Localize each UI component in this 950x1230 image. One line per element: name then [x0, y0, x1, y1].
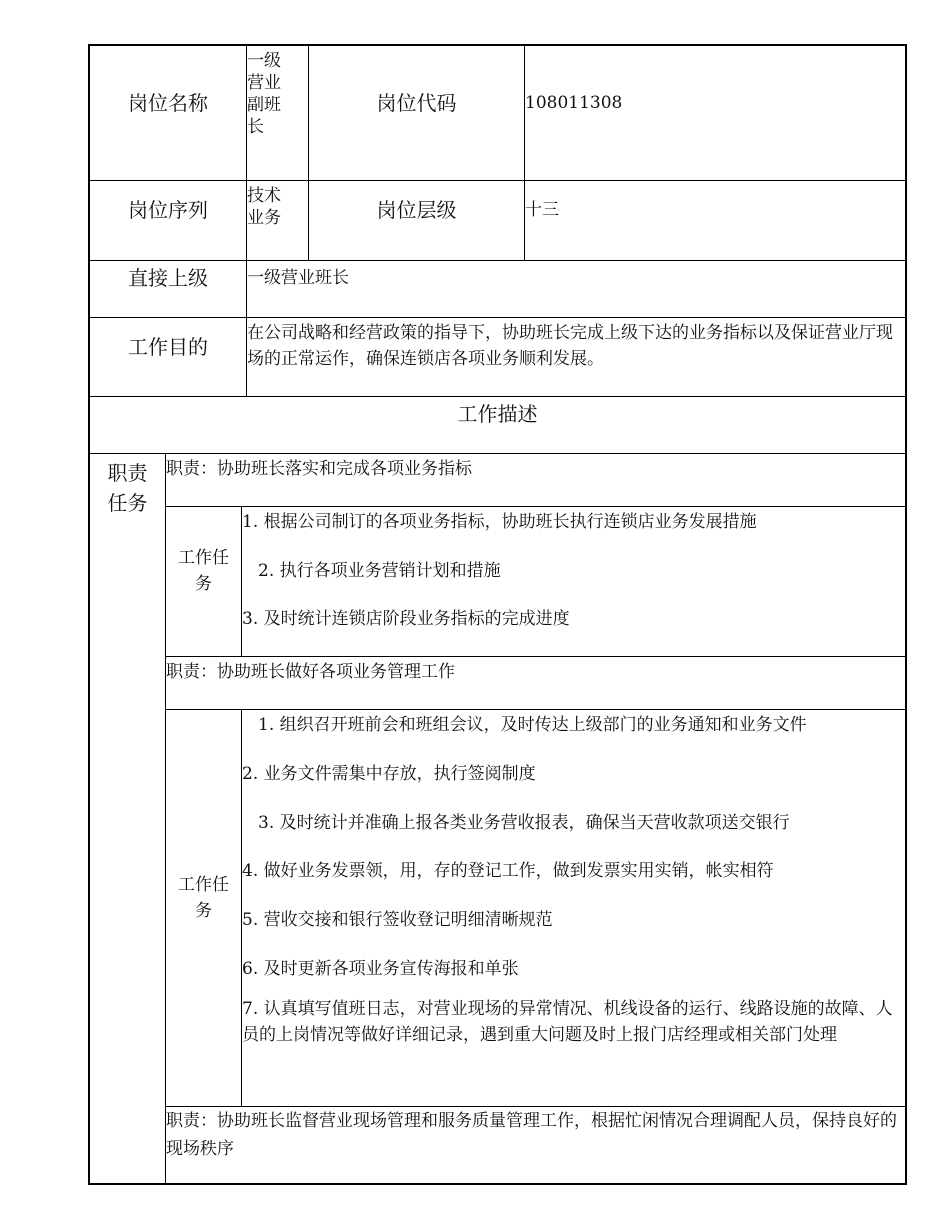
duty-2-title: 职责：协助班长做好各项业务管理工作: [166, 657, 905, 710]
duty-1-task-1: 1. 根据公司制订的各项业务指标，协助班长执行连锁店业务发展措施: [242, 512, 757, 532]
post-series-label: 岗位序列: [90, 181, 247, 261]
duty-3-title: 职责：协助班长监督营业现场管理和服务质量管理工作，根据忙闲情况合理调配人员，保持良好的现场秩序: [166, 1111, 897, 1159]
duty-1-tasks: [242, 507, 905, 657]
duties-label: 职责任务: [90, 454, 166, 1185]
post-name-value: 一级营业副班长: [247, 46, 309, 181]
duty-2-task-7: 7. 认真填写值班日志，对营业现场的异常情况、机线设备的运行、线路设施的故障、人员的上岗情况等做好详细记录，遇到重大问题及时上报门店经理或相关部门处理: [242, 999, 893, 1045]
duty-2-tasks: [242, 710, 905, 1107]
post-level-label: 岗位层级: [309, 181, 525, 261]
job-description-table: [88, 44, 907, 1185]
post-code-value: 108011308: [525, 46, 905, 181]
duty-2-task-1: 1. 组织召开班前会和班组会议，及时传达上级部门的业务通知和业务文件: [258, 715, 807, 735]
post-code-label: 岗位代码: [309, 46, 525, 181]
duty-1-task-2: 2. 执行各项业务营销计划和措施: [258, 561, 501, 581]
duty-2-task-2: 2. 业务文件需集中存放，执行签阅制度: [242, 764, 536, 784]
duty-1-title: 职责：协助班长落实和完成各项业务指标: [166, 454, 905, 507]
goal-label: 工作目的: [90, 318, 247, 397]
duty-2-task-6: 6. 及时更新各项业务宣传海报和单张: [242, 959, 519, 979]
post-name-label: 岗位名称: [90, 46, 247, 181]
superior-value: 一级营业班长: [247, 261, 905, 318]
goal-value: 在公司战略和经营政策的指导下，协助班长完成上级下达的业务指标以及保证营业厅现场的正常运作，确保连锁店各项业务顺利发展。: [247, 318, 905, 397]
duty-1-task-3: 3. 及时统计连锁店阶段业务指标的完成进度: [242, 609, 570, 629]
superior-label: 直接上级: [90, 261, 247, 318]
post-level-value: 十三: [525, 181, 905, 261]
duty-2-tasks-label: 工作任务: [166, 710, 242, 1107]
duty-2-task-5: 5. 营收交接和银行签收登记明细清晰规范: [242, 910, 553, 930]
duty-2-task-4: 4. 做好业务发票领，用，存的登记工作，做到发票实用实销，帐实相符: [242, 861, 774, 881]
post-series-value: 技术业务: [247, 181, 309, 261]
description-title: 工作描述: [90, 397, 905, 454]
duty-2-task-3: 3. 及时统计并准确上报各类业务营收报表，确保当天营收款项送交银行: [258, 813, 790, 833]
duty-1-tasks-label: 工作任务: [166, 507, 242, 657]
